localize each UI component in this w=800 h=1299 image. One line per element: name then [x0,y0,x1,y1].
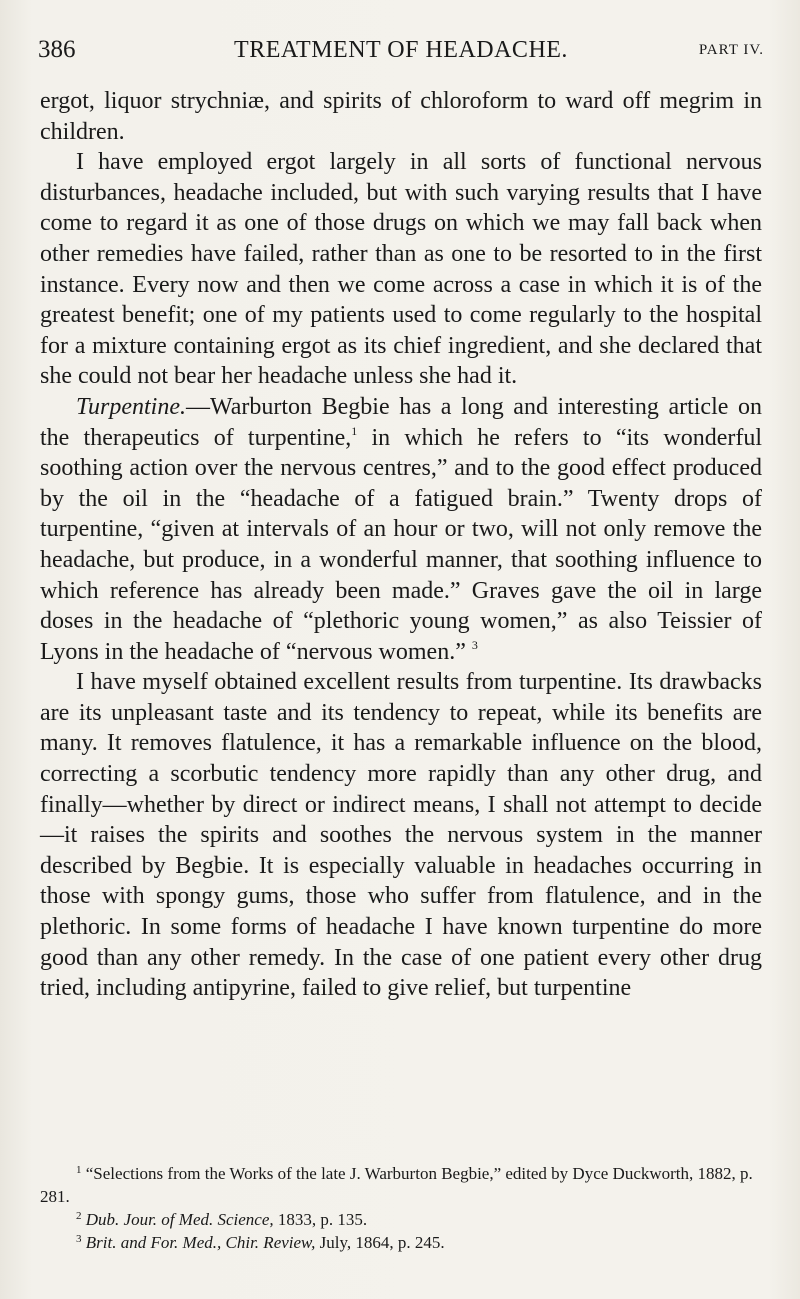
running-header [38,36,764,76]
footnote-ref-1: 1 [351,423,358,438]
footnotes [40,1162,764,1254]
paragraph-turpentine-text-a: —Warburton Begbie has a long and interesting article on the therapeutics of turpentine, [40,393,762,451]
footnote-2-number: 2 [76,1210,82,1222]
paragraph-turpentine [40,392,762,667]
part-label: PART IV. [698,42,764,58]
footnote-1 [40,1162,764,1208]
footnote-3-text: July, 1864, p. 245. [315,1233,445,1252]
footnote-3-title: Brit. and For. Med., Chir. Review, [85,1233,316,1252]
paragraph-turpentine-text-b: in which he refers to “its wonderful soothing action over the nervous centres,” and to the good effect produced by the oil in the “headache of a fatigued brain.” Twenty drops of turpentine, “given at intervals of an hour or two, will not only remove the headache, but produce, in a wonderful manner, that soothing influence to which reference has already been made.” Graves gave the oil in large doses in the headache of “plethoric young women,” as also Teissier of Lyons in the headache of “nervous women.” [40,424,763,665]
running-title: TREATMENT OF HEADACHE. [234,37,568,63]
section-heading-turpentine: Turpentine. [76,393,187,420]
footnote-3 [40,1231,764,1254]
footnote-2-text: 1833, p. 135. [273,1210,368,1229]
footnote-1-text: “Selections from the Works of the late J. Warburton Begbie,” edited by Dyce Duckworth, 1882, p. 281. [40,1164,753,1206]
footnote-2 [40,1208,764,1231]
paragraph-ergot-continued: ergot, liquor strychniæ, and spirits of chloroform to ward off megrim in children. [40,88,762,145]
body-text [40,86,762,1004]
footnote-1-number: 1 [76,1164,82,1176]
footnote-3-number: 3 [76,1233,82,1245]
footnote-ref-3: 3 [471,637,478,652]
footnote-2-title: Dub. Jour. of Med. Science, [85,1210,274,1229]
paragraph-turpentine-results: I have myself obtained excellent results from turpentine. Its drawbacks are its unpleasant taste and its tendency to repeat, while its benefits are many. It removes flatulence, it has a remarkable influence on the blood, correcting a scorbutic tendency more rapidly than any other drug, and finally—whether by direct or indirect means, I shall not attempt to decide—it raises the spirits and soothes the nervous system in the manner described by Begbie. It is especially valuable in headaches occurring in those with spongy gums, those who suffer from flatulence, and in the plethoric. In some forms of headache I have known turpentine do more good than any other remedy. In the case of one patient every other drug tried, including antipyrine, failed to give relief, but turpentine [40,669,762,1002]
paragraph-ergot: I have employed ergot largely in all sorts of functional nervous disturbances, headache included, but with such varying results that I have come to regard it as one of those drugs on which we may fall back when other remedies have failed, rather than as one to be resorted to in the first instance. Every now and then we come across a case in which it is of the greatest benefit; one of my patients used to come regularly to the hospital for a mixture containing ergot as its chief ingredient, and she declared that she could not bear her headache unless she had it. [40,149,762,390]
page-number: 386 [38,36,76,63]
